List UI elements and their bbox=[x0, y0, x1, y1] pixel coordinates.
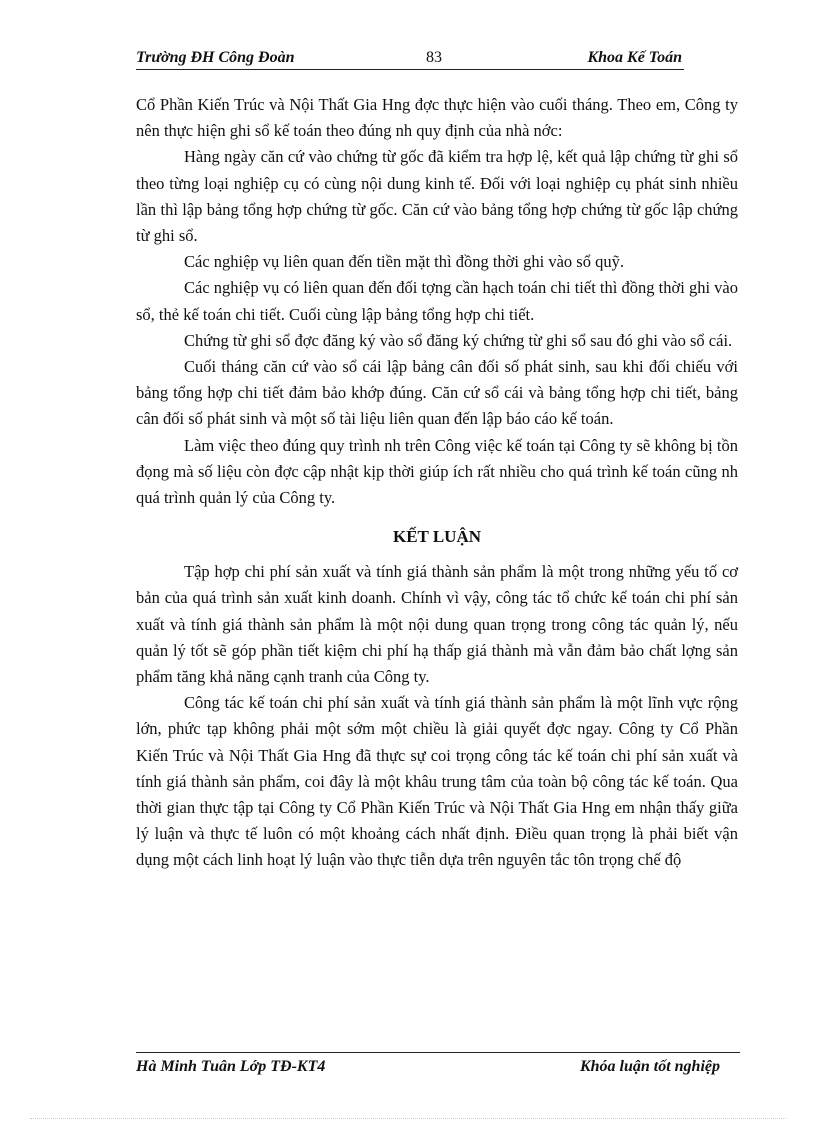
paragraph: Công tác kế toán chi phí sản xuất và tính giá thành sản phẩm là một lĩnh vực rộng lớn, phức tạp không phải một sớm một chiều là giải quyết đợc ngay. Công ty Cổ Phần Kiến Trúc và Nội Thất Gia Hng đã thực sự coi trọng công tác kế toán chi phí sản xuất và tính giá thành sản phẩm, coi đây là một khâu trung tâm của toàn bộ công tác kế toán. Qua thời gian thực tập tại Công ty Cổ Phần Kiến Trúc và Nội Thất Gia Hng em nhận thấy giữa lý luận và thực tế luôn có một khoảng cách nhất định. Điều quan trọng là phải biết vận dụng một cách linh hoạt lý luận vào thực tiễn dựa trên nguyên tắc tôn trọng chế độ bbox=[136, 693, 738, 870]
paragraph: Chứng từ ghi sổ đợc đăng ký vào sổ đăng ký chứng từ ghi sổ sau đó ghi vào sổ cái. bbox=[184, 330, 733, 350]
header-school: Trường ĐH Công Đoàn bbox=[136, 49, 295, 66]
section-title: KẾT LUẬN bbox=[392, 527, 481, 547]
paragraph: Tập hợp chi phí sản xuất và tính giá thành sản phẩm là một trong những yếu tố cơ bản của quá trình sản xuất kinh doanh. Chính vì vậy, công tác tổ chức kế toán chi phí sản xuất và tính giá thành sản phẩm là một nội dung quan trọng trong công tác quản lý, nếu quản lý tốt sẽ góp phần tiết kiệm chi phí hạ thấp giá thành mà vẫn đảm bảo chất lợng sản phẩm tăng khả năng cạnh tranh của Công ty. bbox=[136, 562, 738, 687]
page-header bbox=[136, 47, 684, 70]
paragraph: Cuối tháng căn cứ vào sổ cái lập bảng cân đối số phát sinh, sau khi đối chiếu với bảng tổng hợp chi tiết đảm bảo khớp đúng. Căn cứ sổ cái và bảng tổng hợp chi tiết, bảng cân đối số phát sinh và một số tài liệu liên quan đến lập báo cáo kế toán. bbox=[136, 357, 738, 429]
document-body bbox=[136, 92, 738, 874]
page-footer bbox=[136, 1052, 740, 1079]
footer-title: Khóa luận tốt nghiệp bbox=[579, 1058, 720, 1075]
footer-author: Hà Minh Tuân Lớp TĐ-KT4 bbox=[136, 1058, 326, 1075]
paragraph: Hàng ngày căn cứ vào chứng từ gốc đã kiểm tra hợp lệ, kết quả lập chứng từ ghi sổ theo từng loại nghiệp cụ có cùng nội dung kinh tế. Đối với loại nghiệp cụ phát sinh nhiều lần thì lập bảng tổng hợp chứng từ gốc. Căn cứ vào bảng tổng hợp chứng từ gốc lập chứng từ ghi sổ. bbox=[136, 147, 738, 246]
header-faculty: Khoa Kế Toán bbox=[587, 49, 682, 66]
page-number: 83 bbox=[426, 49, 442, 66]
paragraph: Các nghiệp vụ có liên quan đến đối tợng cần hạch toán chi tiết thì đồng thời ghi vào sổ, thẻ kế toán chi tiết. Cuối cùng lập bảng tổng hợp chi tiết. bbox=[136, 278, 738, 324]
paragraph: Cổ Phần Kiến Trúc và Nội Thất Gia Hng đợc thực hiện vào cuối tháng. Theo em, Công ty nên thực hiện ghi sổ kế toán theo đúng nh quy định của nhà nớc: bbox=[136, 95, 738, 141]
paragraph: Các nghiệp vụ liên quan đến tiền mặt thì đồng thời ghi vào sổ quỹ. bbox=[184, 252, 624, 272]
page-edge-divider bbox=[30, 1118, 786, 1119]
paragraph: Làm việc theo đúng quy trình nh trên Công việc kế toán tại Công ty sẽ không bị tồn đọng mà số liệu còn đợc cập nhật kịp thời giúp ích rất nhiều cho quá trình kế toán cũng nh quá trình quản lý của Công ty. bbox=[136, 435, 738, 508]
